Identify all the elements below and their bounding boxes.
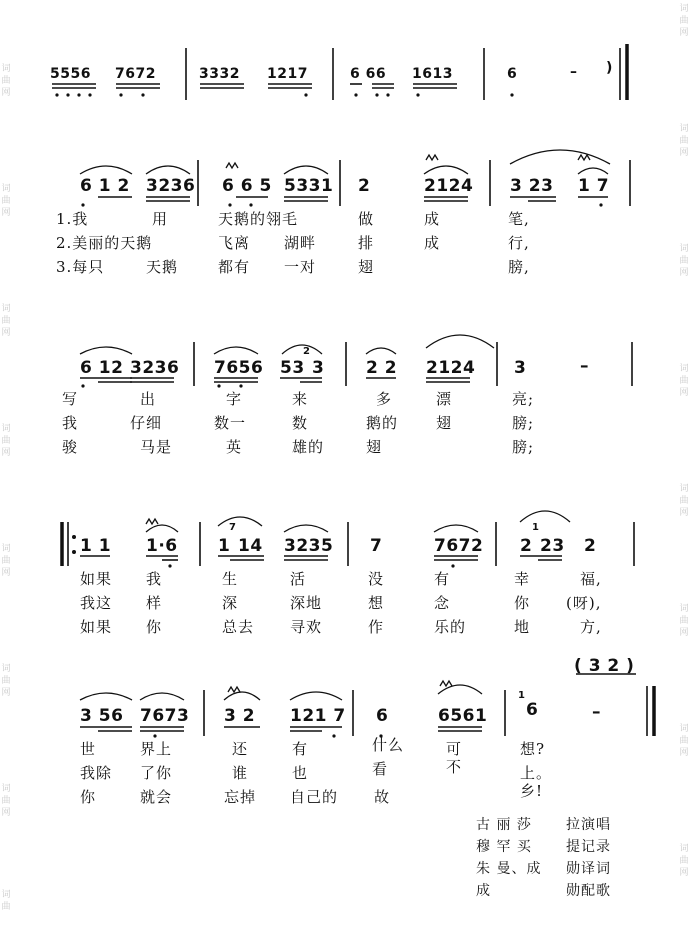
watermark-char: 词: [679, 844, 689, 854]
system2-slurs: [80, 150, 610, 174]
note-group: 6 12: [80, 358, 124, 378]
watermark-char: 词: [679, 124, 689, 134]
lyric: 我: [146, 570, 163, 588]
note-group: 2: [584, 536, 597, 556]
paren-close: ): [606, 60, 613, 76]
lyric: 出: [140, 390, 157, 408]
watermark-char: 词: [679, 364, 689, 374]
note-group: 6: [376, 706, 389, 726]
credit-role: 拉演唱: [566, 817, 611, 833]
note-group: 7672: [115, 66, 156, 82]
note-group: 7672: [434, 536, 484, 556]
lyric: 天鹅的翎毛: [218, 210, 299, 228]
system2-octave-dots: [81, 203, 602, 206]
lyric: 上。: [520, 764, 553, 782]
note-group: 6: [507, 66, 518, 82]
lyric: 字: [226, 390, 243, 408]
credit-names: 古 丽 莎: [476, 817, 532, 833]
credit-names: 朱 曼、成: [476, 861, 542, 877]
watermark-char: 网: [679, 28, 689, 38]
watermark-char: 词: [1, 890, 11, 900]
lyric: 排: [358, 234, 375, 252]
lyric: 作: [368, 618, 385, 636]
credit-role: 勋配歌: [566, 883, 611, 899]
note-group: 3235: [284, 536, 334, 556]
watermark-char: 曲: [1, 316, 11, 326]
lyric: 数: [292, 414, 309, 432]
note-group: 3236: [146, 176, 196, 196]
lyric: 还: [232, 740, 249, 758]
lyric: 谁: [232, 764, 249, 782]
note-group: 2124: [426, 358, 476, 378]
note-group: 1 7: [578, 176, 610, 196]
system1-beams: [52, 84, 457, 88]
note-group: 3 56: [80, 706, 124, 726]
note-group: 3 23: [510, 176, 554, 196]
system3-slurs: [80, 335, 494, 354]
watermark-char: 曲: [1, 196, 11, 206]
lyric: 数一: [214, 414, 247, 432]
watermark-char: 词: [679, 244, 689, 254]
note-group: 1·6: [146, 536, 178, 556]
watermark-char: 网: [679, 748, 689, 758]
credit-names: 成: [476, 883, 491, 899]
watermark-char: 网: [1, 808, 11, 818]
lyric: 翅: [358, 258, 375, 276]
lyric: 英: [226, 438, 243, 456]
lyric: 有: [434, 570, 451, 588]
note-group: 121 7: [290, 706, 346, 726]
system3-beams: [80, 378, 470, 382]
note-group: 6: [526, 700, 539, 720]
lyric: 漂: [436, 390, 453, 408]
lyric: 想?: [520, 740, 546, 758]
lyric: 如果: [80, 618, 113, 636]
system5-mordents: [228, 681, 452, 692]
lyric: 我这: [80, 594, 113, 612]
note-group: 3 2: [224, 706, 256, 726]
note-group: 23: [540, 536, 565, 556]
lyric: 多: [376, 390, 393, 408]
lyric: 成: [424, 234, 441, 252]
watermark-char: 曲: [679, 256, 689, 266]
note-group: 6 1 2: [80, 176, 130, 196]
lyric: 就会: [140, 788, 173, 806]
note-group: 3: [514, 358, 527, 378]
lyric: 活: [290, 570, 307, 588]
note-group: 2: [358, 176, 371, 196]
system2-mordents: [226, 155, 590, 168]
lyric: 膀,: [508, 258, 530, 276]
grace-note: 1: [518, 690, 526, 701]
watermark-char: 词: [1, 304, 11, 314]
note-group: 6 66: [350, 66, 387, 82]
lyric: 3.每只: [56, 258, 105, 276]
lyric: 有: [292, 740, 309, 758]
lyric: 自己的: [290, 788, 339, 806]
system2-beams: [98, 197, 608, 201]
system4-beams: [80, 556, 562, 560]
lyric: 膀;: [512, 438, 535, 456]
lyric: 我除: [80, 764, 113, 782]
lyric: 2.美丽的天鹅: [56, 234, 153, 252]
lyric: 忘掉: [224, 788, 257, 806]
watermark-char: 网: [1, 448, 11, 458]
note-group: 3332: [199, 66, 240, 82]
system4-mordents: [146, 519, 158, 524]
watermark-char: 曲: [679, 376, 689, 386]
system4-octave-dots: [168, 564, 454, 567]
lyric: 仔细: [130, 414, 163, 432]
lyric: 湖畔: [284, 234, 317, 252]
watermark-char: 词: [1, 544, 11, 554]
system5-slurs: [80, 685, 482, 700]
watermark-char: 网: [1, 568, 11, 578]
watermark-char: 网: [1, 208, 11, 218]
lyric: 世: [80, 740, 97, 758]
watermark-char: 词: [1, 184, 11, 194]
lyric: 乡!: [520, 782, 544, 800]
note-group: 5556: [50, 66, 91, 82]
note-group: 14: [238, 536, 263, 556]
note-group: 1217: [267, 66, 308, 82]
lyric: 了你: [140, 764, 173, 782]
note-group: 6 6 5: [222, 176, 272, 196]
watermark-char: 曲: [679, 616, 689, 626]
credit-names: 穆 罕 买: [476, 839, 532, 855]
lyric: 成: [424, 210, 441, 228]
lyric: 笔,: [508, 210, 530, 228]
lyric: 看: [372, 760, 389, 778]
lyric: 没: [368, 570, 385, 588]
watermark-char: 网: [679, 388, 689, 398]
lyric: 总去: [222, 618, 255, 636]
watermark-char: 网: [679, 628, 689, 638]
watermark-char: 曲: [679, 136, 689, 146]
lyric: 样: [146, 594, 163, 612]
lyric: 地: [514, 618, 531, 636]
watermark-char: 词: [679, 4, 689, 14]
lyric: 也: [292, 764, 309, 782]
lyric: 深: [222, 594, 239, 612]
note-group: 3236: [130, 358, 180, 378]
dash: –: [592, 702, 601, 722]
watermark-char: 曲: [1, 676, 11, 686]
watermark-char: 网: [679, 148, 689, 158]
note-group: 7673: [140, 706, 190, 726]
watermark-char: 曲: [1, 902, 11, 912]
note-group: 1 1: [80, 536, 112, 556]
lyric: 亮;: [512, 390, 535, 408]
watermark-char: 词: [679, 484, 689, 494]
lyric: 翅: [366, 438, 383, 456]
watermark-char: 词: [1, 64, 11, 74]
lyric: 乐的: [434, 618, 467, 636]
watermark-char: 网: [679, 508, 689, 518]
lyric: (呀),: [566, 594, 602, 612]
lyric: 天鹅: [146, 258, 179, 276]
note-group: 3: [312, 358, 325, 378]
lyric: 我: [62, 414, 79, 432]
grace-note: 1: [532, 522, 540, 533]
watermark-char: 曲: [679, 736, 689, 746]
lyric: 骏: [62, 438, 79, 456]
watermark-char: 曲: [679, 16, 689, 26]
lyric: 寻欢: [290, 618, 323, 636]
lyric: 生: [222, 570, 239, 588]
watermark-char: 网: [679, 268, 689, 278]
lyric: 做: [358, 210, 375, 228]
lyric: 深地: [290, 594, 323, 612]
credit-role: 勋译词: [566, 861, 611, 877]
note-group: 2: [520, 536, 533, 556]
grace-note: 2: [303, 346, 311, 357]
lyric: 来: [292, 390, 309, 408]
system1-barlines: [186, 44, 627, 100]
lyric: 写: [62, 390, 79, 408]
lyric: 用: [152, 210, 169, 228]
system3-octave-dots: [81, 384, 242, 387]
watermark-char: 曲: [1, 796, 11, 806]
watermark-char: 网: [1, 688, 11, 698]
watermark-char: 网: [679, 868, 689, 878]
lyric: 故: [374, 788, 391, 806]
watermark-char: 词: [679, 604, 689, 614]
watermark-char: 词: [1, 784, 11, 794]
watermark-char: 词: [679, 724, 689, 734]
watermark-char: 网: [1, 88, 11, 98]
lyric: 都有: [218, 258, 251, 276]
note-group: 2 2: [366, 358, 398, 378]
bracketed-intro: ( 3 2 ): [574, 656, 635, 676]
lyric: 飞离: [218, 234, 251, 252]
note-group: 7: [370, 536, 383, 556]
watermark-char: 曲: [1, 76, 11, 86]
system4-slurs: [146, 511, 570, 532]
watermark-char: 词: [1, 424, 11, 434]
system5-barlines: [204, 686, 654, 736]
lyric: 翅: [436, 414, 453, 432]
watermark-char: 曲: [1, 436, 11, 446]
note-group: 1613: [412, 66, 453, 82]
watermark-char: 曲: [1, 556, 11, 566]
lyric: 1.我: [56, 210, 89, 228]
lyric: 想: [368, 594, 385, 612]
note-group: 5331: [284, 176, 334, 196]
lyric: 方,: [580, 618, 602, 636]
watermark-char: 曲: [679, 856, 689, 866]
lyric: 什么: [372, 736, 405, 754]
lyric: 你: [146, 618, 163, 636]
lyric: 马是: [140, 438, 173, 456]
lyric: 一对: [284, 258, 317, 276]
lyric: 雄的: [292, 438, 325, 456]
note-group: 53: [280, 358, 305, 378]
lyric: 你: [80, 788, 97, 806]
lyric: 如果: [80, 570, 113, 588]
note-group: 7656: [214, 358, 264, 378]
lyric: 福,: [580, 570, 602, 588]
system5-octave-dots: [153, 734, 382, 737]
note-group: 6561: [438, 706, 488, 726]
watermark-char: 曲: [679, 496, 689, 506]
lyric: 不: [446, 758, 463, 776]
system1-octave-dots: [55, 93, 513, 96]
dash: –: [570, 64, 578, 80]
lyric: 可: [446, 740, 463, 758]
lyric: 幸: [514, 570, 531, 588]
lyric: 你: [514, 594, 531, 612]
lyric: 行,: [508, 234, 530, 252]
lyric: 膀;: [512, 414, 535, 432]
watermark-char: 网: [1, 328, 11, 338]
dash: –: [580, 356, 589, 376]
note-group: 1: [218, 536, 231, 556]
credit-role: 提记录: [566, 839, 611, 855]
lyric: 念: [434, 594, 451, 612]
lyric: 鹅的: [366, 414, 399, 432]
watermark-char: 词: [1, 664, 11, 674]
note-group: 2124: [424, 176, 474, 196]
lyric: 界上: [140, 740, 173, 758]
grace-note: 7: [229, 522, 237, 533]
